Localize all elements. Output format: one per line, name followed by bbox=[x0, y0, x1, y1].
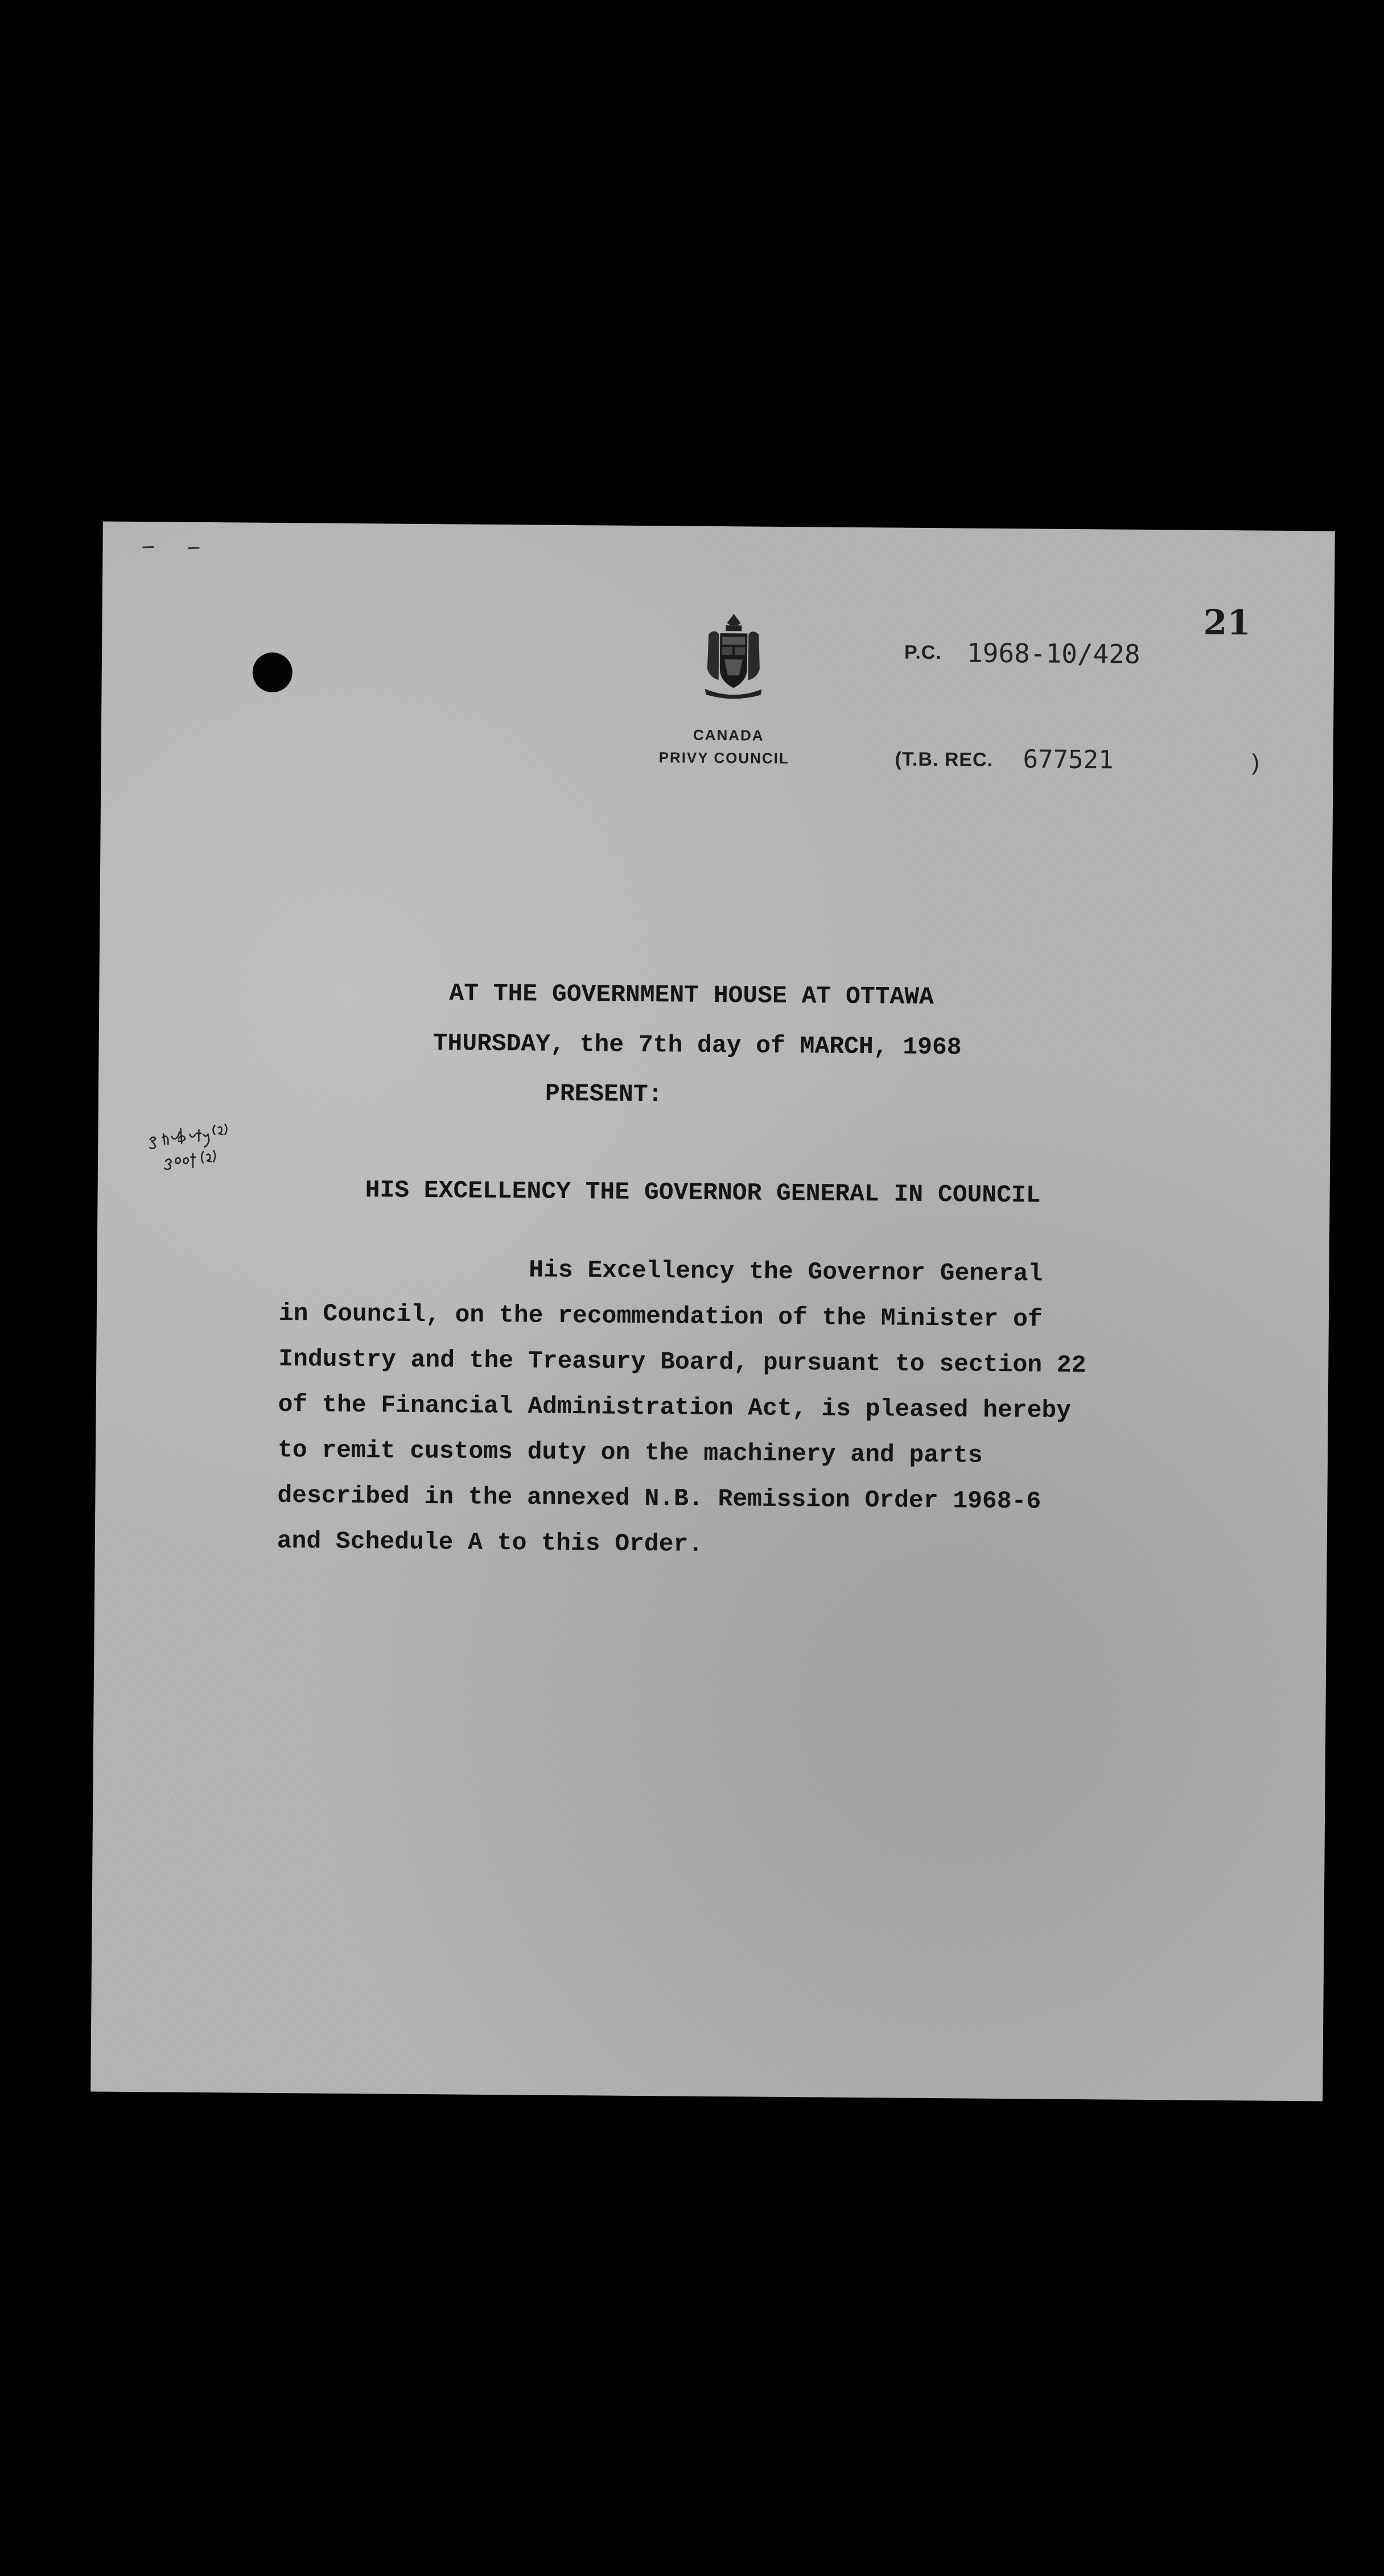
pc-number: 1968-10/428 bbox=[966, 637, 1140, 670]
council-heading: HIS EXCELLENCY THE GOVERNOR GENERAL IN COUNCIL bbox=[365, 1176, 1041, 1209]
present-heading: PRESENT: bbox=[545, 1079, 663, 1109]
coat-of-arms-icon bbox=[699, 612, 768, 703]
punch-hole bbox=[253, 653, 293, 693]
document-page bbox=[90, 522, 1335, 2102]
handwritten-margin-note bbox=[146, 1108, 261, 1177]
page-number: 21 bbox=[1203, 602, 1251, 643]
body-line: of the Financial Administration Act, is pleased hereby bbox=[278, 1390, 1072, 1425]
country-label: CANADA bbox=[693, 726, 764, 744]
body-line: in Council, on the recommendation of the Minister of bbox=[278, 1299, 1043, 1334]
order-body bbox=[277, 1245, 1087, 1570]
location-heading: AT THE GOVERNMENT HOUSE AT OTTAWA bbox=[449, 979, 934, 1012]
pc-label: P.C. bbox=[904, 641, 942, 664]
body-line: to remit customs duty on the machinery and parts bbox=[277, 1436, 983, 1469]
body-line: and Schedule A to this Order. bbox=[277, 1526, 703, 1558]
body-line: Industry and the Treasury Board, pursuant to section 22 bbox=[278, 1345, 1086, 1380]
corner-marks bbox=[137, 539, 250, 557]
body-line: His Excellency the Governor General bbox=[279, 1254, 1043, 1288]
tb-rec-label: (T.B. REC. bbox=[895, 748, 994, 771]
tb-rec-number: 677521 bbox=[1023, 745, 1114, 775]
tb-rec-close-paren: ) bbox=[1251, 750, 1260, 775]
date-heading: THURSDAY, the 7th day of MARCH, 1968 bbox=[432, 1029, 962, 1062]
privy-council-label: PRIVY COUNCIL bbox=[658, 749, 789, 767]
body-line: described in the annexed N.B. Remission Order 1968-6 bbox=[277, 1481, 1041, 1516]
